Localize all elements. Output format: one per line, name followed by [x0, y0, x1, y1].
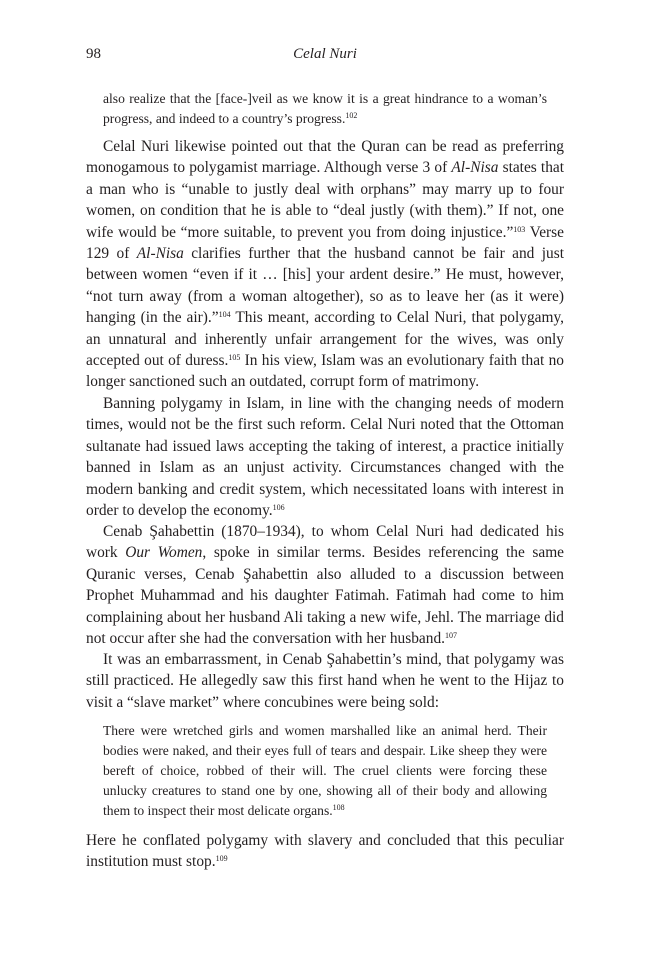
- paragraph-text: It was an embarrassment, in Cenab Şahabettin’s mind, that polygamy was still practiced. He allegedly saw this first hand when he went to the Hijaz to visit a “slave market” where concubines were being sold:: [86, 651, 564, 711]
- footnote-marker: 104: [218, 310, 231, 320]
- footnote-marker: 106: [272, 502, 285, 512]
- footnote-marker: 102: [345, 110, 358, 120]
- paragraph: [86, 830, 564, 873]
- paragraph: [86, 521, 564, 649]
- block-quote-text: There were wretched girls and women marshalled like an animal herd. Their bodies were naked, and their eyes full of tears and despair. Like sheep they were bereft of choice, robbed of their will. The cruel clients were forcing these unlucky creatures to stand one by one, showing all of their body and allowing them to inspect their most delicate organs.$^{108}$: [103, 723, 547, 818]
- footnote-marker: 109: [215, 854, 228, 864]
- block-quote-continued: [86, 89, 564, 129]
- footnote-marker: 107: [445, 630, 457, 640]
- page-number: 98: [86, 46, 101, 62]
- italic-title: Al-Nisa: [451, 159, 499, 177]
- paragraph-text: Celal Nuri likewise pointed out that the Quran can be read as preferring monogamous to polygamist marriage. Although verse 3 of Al-Nisa states that a man who is “unable to justly deal with orphans” may marry up to four women, on condition that he is able to “deal justly (with them).” If not, one wife would be “more suitable, to prevent you from doing injustice.”$^{103}$ Verse 129 of Al-Nisa clarifies further that the husband cannot be fair and just between women “even if it … [his] your ardent desire.” He must, however, “not turn away (from a woman altogether), so as to leave her (as it were) hanging (in the air).”$^{104}$ This meant, according to Celal Nuri, that polygamy, an unnatural and inherently unfair arrangement for the wives, was only accepted out of duress.$^{105}$ In his view, Islam was an evolutionary faith that no longer sanctioned such an outdated, corrupt form of matrimony.: [86, 138, 565, 391]
- paragraph-text: Banning polygamy in Islam, in line with the changing needs of modern times, would not be the first such reform. Celal Nuri noted that the Ottoman sultanate had issued laws accepting the taking of interest, a practice initially banned in Islam as an unjust activity. Circumstances changed with the modern banking and credit system, which necessitated loans with interest in order to develop the economy.$^{106}$: [86, 395, 564, 520]
- paragraph: [86, 393, 564, 521]
- paragraph-text: Here he conflated polygamy with slavery and concluded that this peculiar institution must stop.$^{109}$: [86, 832, 564, 871]
- footnote-marker: 103: [513, 224, 526, 234]
- footnote-marker: 105: [228, 352, 241, 362]
- paragraph: [86, 136, 564, 393]
- running-title: Celal Nuri: [293, 46, 357, 62]
- italic-title: Our Women: [125, 544, 203, 562]
- paragraph-text: Cenab Şahabettin (1870–1934), to whom Celal Nuri had dedicated his work Our Women, spoke in similar terms. Besides referencing the same Quranic verses, Cenab Şahabettin also alluded to a discussion between Prophet Muhammad and his daughter Fatimah. Fatimah had come to him complaining about her husband Ali taking a new wife, Jehl. The marriage did not occur after she had the conversation with her husband.$^{107}$: [86, 523, 564, 648]
- paragraph: [86, 649, 564, 713]
- running-header: [86, 41, 564, 67]
- footnote-marker: 108: [332, 802, 345, 812]
- italic-title: Al-Nisa: [136, 245, 184, 263]
- block-quote-text: also realize that the [face-]veil as we know it is a great hindrance to a woman’s progress, and indeed to a country’s progress.$^{102}$: [103, 91, 547, 126]
- block-quote: [86, 721, 564, 821]
